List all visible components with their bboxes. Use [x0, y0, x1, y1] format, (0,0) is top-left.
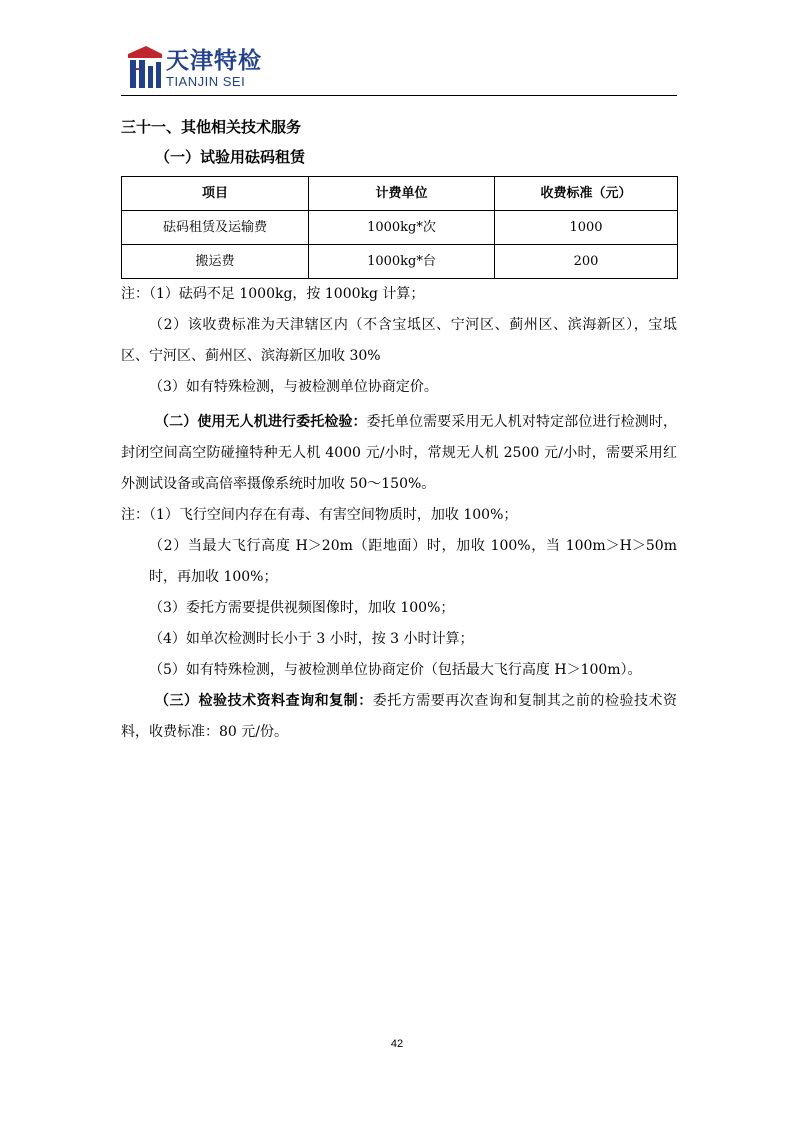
table-cell: 1000: [495, 211, 678, 245]
table-cell: 砝码租赁及运输费: [122, 211, 309, 245]
table-cell: 1000kg*次: [309, 211, 495, 245]
fee-table: [121, 176, 678, 279]
table-header: 计费单位: [309, 177, 495, 211]
note-2-2: （2）当最大飞行高度 H＞20m（距地面）时，加收 100%，当 100m＞H＞50m 时，再加收 100%；: [149, 538, 677, 585]
section-title: 三十一、其他相关技术服务: [121, 118, 302, 136]
company-logo-icon: [126, 44, 164, 90]
subsection-2-title: （二）使用无人机进行委托检验：: [155, 414, 367, 430]
subsection-2-body: 委托单位需要采用无人机对特定部位进行检测时，封闭空间高空防碰撞特种无人机 4000 元/小时，常规无人机 2500 元/小时，需要采用红外测试设备或高倍率摄像系统时加收 50～150%。: [121, 414, 678, 492]
note-2-3: （3）委托方需要提供视频图像时，加收 100%；: [149, 600, 455, 616]
note-2-4: （4）如单次检测时长小于 3 小时，按 3 小时计算；: [149, 631, 474, 647]
subsection-1-title: （一）试验用砝码租赁: [155, 148, 306, 166]
table-cell: 搬运费: [122, 245, 309, 279]
page-header: [121, 38, 677, 96]
note-1-3: （3）如有特殊检测，与被检测单位协商定价。: [149, 379, 438, 395]
table-row: [122, 245, 678, 279]
header-divider: [121, 95, 677, 96]
subsection-3-body: 委托方需要再次查询和复制其之前的检验技术资料，收费标准：80 元/份。: [121, 693, 678, 740]
table-header: 项目: [122, 177, 309, 211]
note-2-5: （5）如有特殊检测，与被检测单位协商定价（包括最大飞行高度 H＞100m）。: [149, 662, 642, 678]
document-body: [121, 112, 677, 748]
subsection-2: [121, 407, 677, 500]
table-row: [122, 211, 678, 245]
table-header: 收费标准（元）: [495, 177, 678, 211]
table-cell: 1000kg*台: [309, 245, 495, 279]
logo-text-cn: 天津特检: [166, 48, 262, 74]
table-header-row: [122, 177, 678, 211]
table-cell: 200: [495, 245, 678, 279]
subsection-3: [121, 686, 677, 748]
note-2-1: 注：（1）飞行空间内存在有毒、有害空间物质时，加收 100%；: [121, 507, 518, 523]
page-number: 42: [390, 1038, 404, 1050]
subsection-3-title: （三）检验技术资料查询和复制：: [155, 693, 373, 709]
note-1-2: （2）该收费标准为天津辖区内（不含宝坻区、宁河区、蓟州区、滨海新区），宝坻区、宁河区、蓟州区、滨海新区加收 30%: [121, 317, 677, 364]
note-1-1: 注：（1）砝码不足 1000kg，按 1000kg 计算；: [121, 286, 425, 302]
logo-text-en: TIANJIN SEI: [166, 74, 246, 89]
